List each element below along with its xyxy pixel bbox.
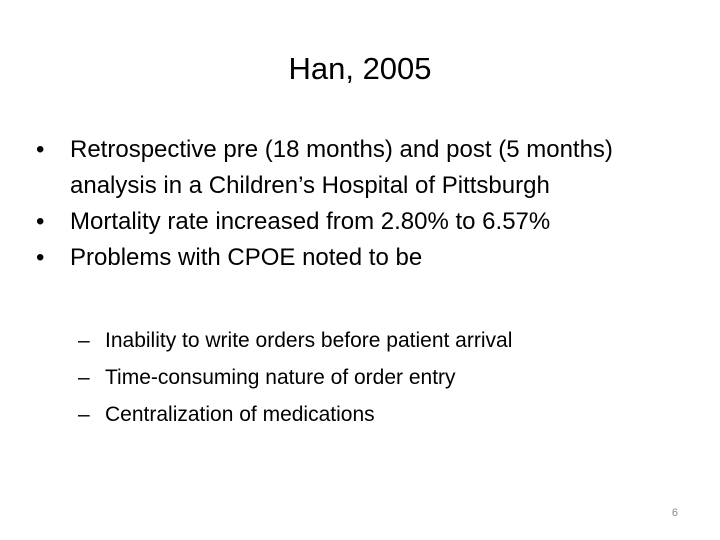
dash-icon: – (78, 329, 90, 352)
slide-title: Han, 2005 (288, 51, 432, 86)
bullet-icon: • (36, 244, 45, 271)
bullet-icon: • (36, 208, 45, 235)
bullet-text: Problems with CPOE noted to be (70, 244, 423, 271)
dash-icon: – (78, 403, 90, 426)
dash-icon: – (78, 366, 90, 389)
sub-bullet-item (78, 359, 678, 396)
bullet-icon: • (36, 136, 45, 163)
sub-bullet-item (78, 396, 678, 433)
sub-bullet-text: Centralization of medications (105, 403, 375, 426)
sub-bullet-text: Time-consuming nature of order entry (105, 366, 456, 389)
sub-bullet-list (78, 322, 678, 433)
bullet-list (36, 132, 676, 276)
bullet-text: Retrospective pre (18 months) and post (5 months) analysis in a Children’s Hospital of Pittsburgh (70, 136, 613, 199)
page-number: 6 (671, 507, 678, 519)
bullet-item-problems (36, 240, 676, 276)
sub-bullet-text: Inability to write orders before patient arrival (105, 329, 513, 352)
sub-bullet-item (78, 322, 678, 359)
bullet-item-mortality (36, 204, 676, 240)
bullet-text: Mortality rate increased from 2.80% to 6.57% (70, 208, 551, 235)
bullet-item-study-design (36, 132, 676, 204)
